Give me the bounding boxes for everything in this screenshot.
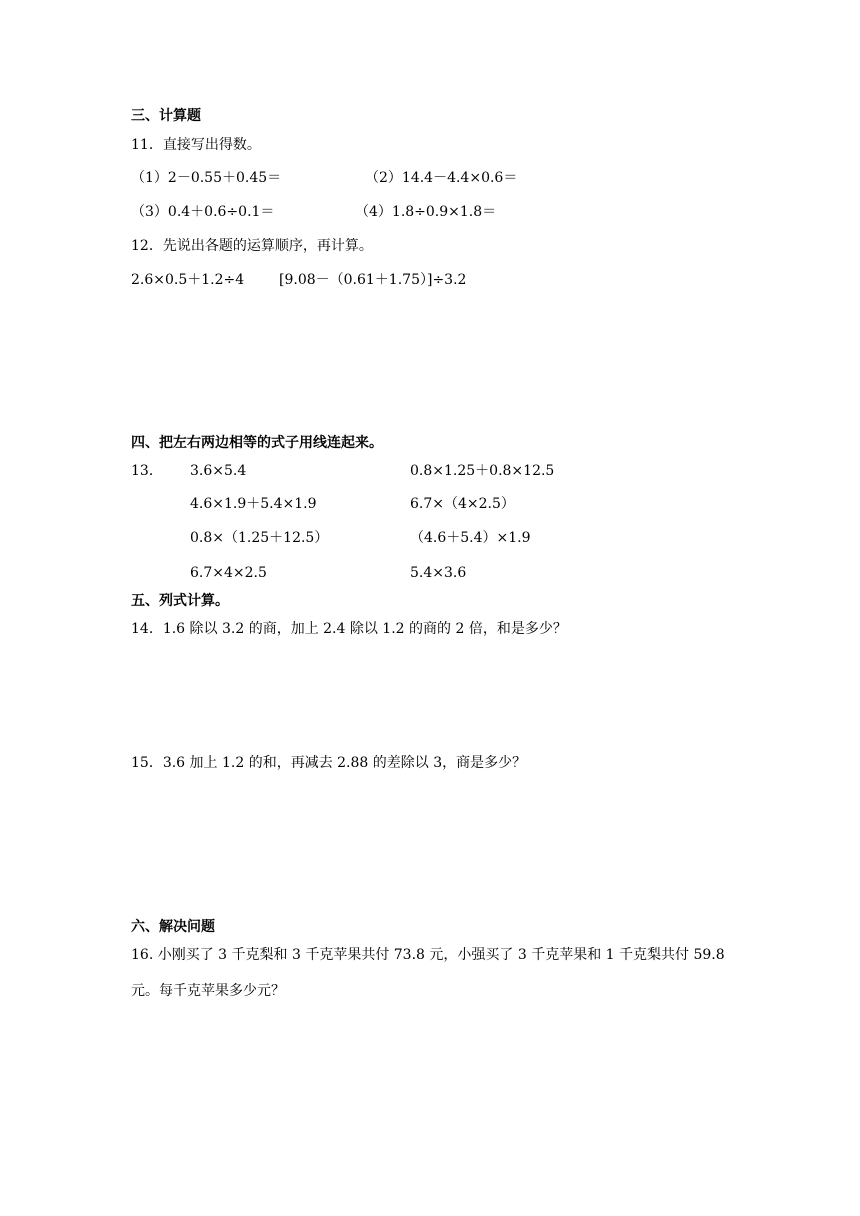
question-11-prompt: 11．直接写出得数。 [131, 137, 261, 153]
question-12-item-1: 2.6×0.5＋1.2÷4 [131, 272, 245, 288]
question-16-line-1: 16. 小刚买了 3 千克梨和 3 千克苹果共付 73.8 元，小强买了 3 千克苹果和 1 千克梨共付 59.8 [131, 947, 725, 963]
match-left-item: 6.7×4×2.5 [190, 565, 267, 581]
section-3-heading: 三、计算题 [131, 108, 201, 124]
match-right-item: 5.4×3.6 [410, 565, 467, 581]
question-15: 15．3.6 加上 1.2 的和，再减去 2.88 的差除以 3，商是多少？ [131, 755, 527, 771]
question-11-item-4: （4）1.8÷0.9×1.8＝ [355, 204, 497, 220]
match-left-item: 3.6×5.4 [190, 463, 247, 479]
match-left-item: 4.6×1.9＋5.4×1.9 [190, 496, 317, 512]
question-13-number: 13． [131, 463, 163, 479]
question-11-item-1: （1）2－0.55＋0.45＝ [131, 170, 282, 186]
match-right-item: （4.6＋5.4）×1.9 [410, 530, 531, 546]
question-12-item-2: [9.08－（0.61＋1.75）]÷3.2 [279, 272, 467, 288]
question-16-line-2: 元。每千克苹果多少元？ [131, 983, 285, 999]
section-4-heading: 四、把左右两边相等的式子用线连起来。 [131, 435, 383, 451]
match-right-item: 6.7×（4×2.5） [410, 496, 515, 512]
question-11-item-3: （3）0.4＋0.6÷0.1＝ [131, 204, 275, 220]
match-left-item: 0.8×（1.25＋12.5） [190, 530, 329, 546]
question-12-prompt: 12．先说出各题的运算顺序，再计算。 [131, 238, 373, 254]
section-6-heading: 六、解决问题 [131, 919, 215, 935]
question-11-item-2: （2）14.4－4.4×0.6＝ [365, 170, 518, 186]
match-right-item: 0.8×1.25＋0.8×12.5 [410, 463, 555, 479]
question-14: 14．1.6 除以 3.2 的商，加上 2.4 除以 1.2 的商的 2 倍，和是多少？ [131, 621, 567, 637]
section-5-heading: 五、列式计算。 [131, 593, 229, 609]
